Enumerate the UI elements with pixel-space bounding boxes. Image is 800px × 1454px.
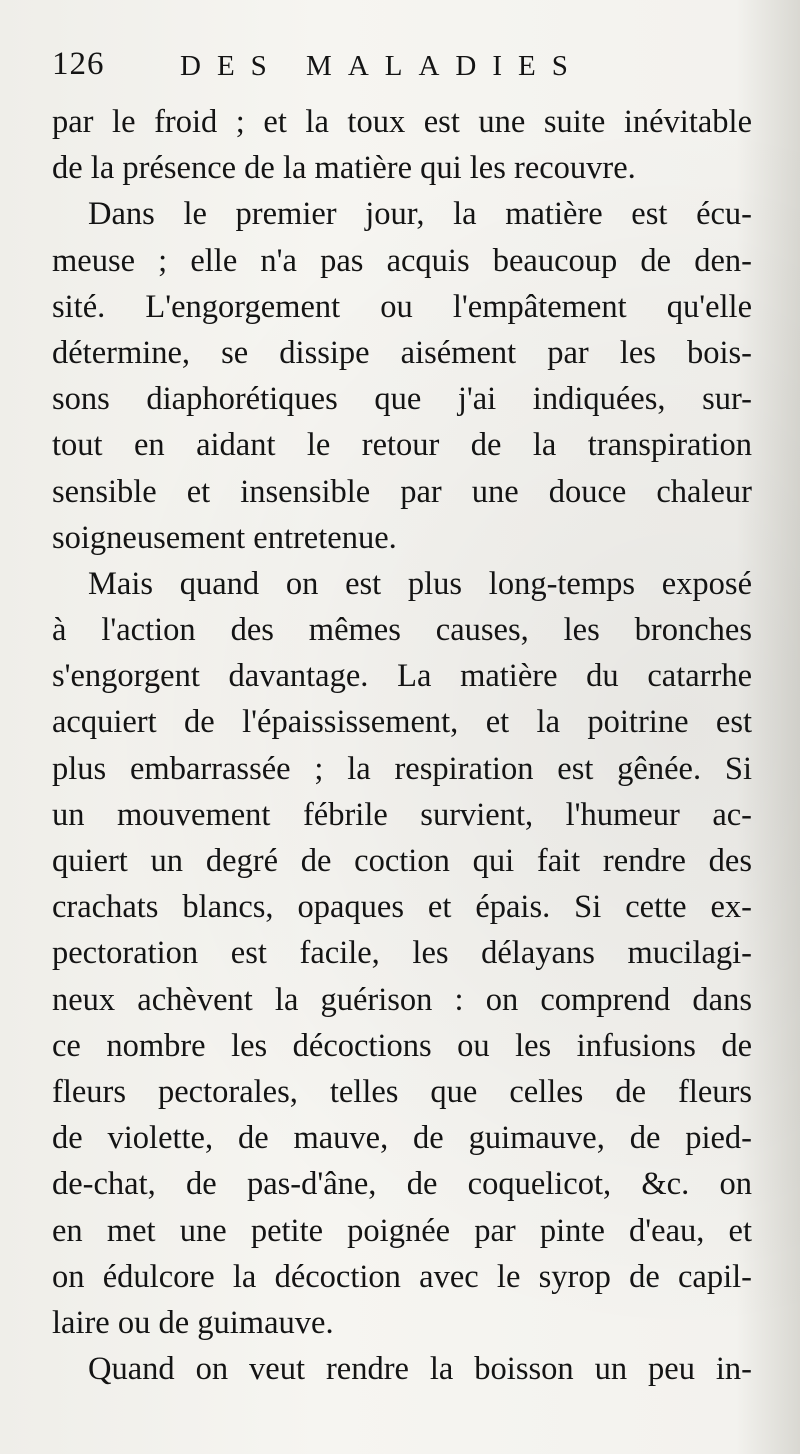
text-line: par le froid ; et la toux est une suite inévitable bbox=[52, 104, 752, 140]
text-line: de violette, de mauve, de guimauve, de pied- bbox=[52, 1120, 752, 1157]
paragraph bbox=[52, 561, 752, 1346]
text-line: de la présence de la matière qui les recouvre. bbox=[52, 150, 636, 187]
text-line: tout en aidant le retour de la transpiration bbox=[52, 427, 752, 464]
text-line: crachats blancs, opaques et épais. Si cette ex- bbox=[52, 889, 752, 926]
body-text bbox=[52, 99, 752, 1392]
text-line: Dans le premier jour, la matière est écu- bbox=[88, 196, 752, 233]
paragraph bbox=[52, 1346, 752, 1392]
text-line: ce nombre les décoctions ou les infusions de bbox=[52, 1027, 752, 1064]
text-line: de-chat, de pas-d'âne, de coquelicot, &c. on bbox=[52, 1166, 752, 1203]
page-number: 126 bbox=[52, 46, 105, 82]
text-line: s'engorgent davantage. La matière du catarrhe bbox=[52, 658, 752, 695]
text-line: un mouvement fébrile survient, l'humeur ac- bbox=[52, 796, 752, 833]
text-line: sons diaphorétiques que j'ai indiquées, sur- bbox=[52, 381, 752, 418]
paragraph bbox=[52, 99, 752, 191]
text-line: Mais quand on est plus long-temps exposé bbox=[88, 565, 752, 602]
text-line: fleurs pectorales, telles que celles de fleurs bbox=[52, 1073, 752, 1110]
text-line: à l'action des mêmes causes, les bronches bbox=[52, 612, 752, 649]
text-line: pectoration est facile, les délayans mucilagi- bbox=[52, 935, 752, 972]
running-head: DES MALADIES bbox=[180, 50, 584, 82]
text-line: sité. L'engorgement ou l'empâtement qu'elle bbox=[52, 288, 752, 325]
text-line: soigneusement entretenue. bbox=[52, 519, 397, 556]
text-line: quiert un degré de coction qui fait rendre des bbox=[52, 843, 752, 879]
text-line: laire ou de guimauve. bbox=[52, 1304, 334, 1341]
paragraph bbox=[52, 191, 752, 561]
text-line: Quand on veut rendre la boisson un peu in- bbox=[88, 1351, 752, 1388]
text-line: acquiert de l'épaississement, et la poitrine est bbox=[52, 704, 752, 741]
text-line: en met une petite poignée par pinte d'eau, et bbox=[52, 1212, 752, 1249]
text-line: détermine, se dissipe aisément par les bois- bbox=[52, 334, 752, 371]
text-line: plus embarrassée ; la respiration est gênée. Si bbox=[52, 750, 752, 787]
text-line: on édulcore la décoction avec le syrop de capil- bbox=[52, 1258, 752, 1295]
page-header bbox=[52, 46, 752, 90]
text-line: neux achèvent la guérison : on comprend dans bbox=[52, 981, 752, 1018]
text-line: meuse ; elle n'a pas acquis beaucoup de den- bbox=[52, 242, 752, 279]
text-line: sensible et insensible par une douce chaleur bbox=[52, 473, 752, 510]
